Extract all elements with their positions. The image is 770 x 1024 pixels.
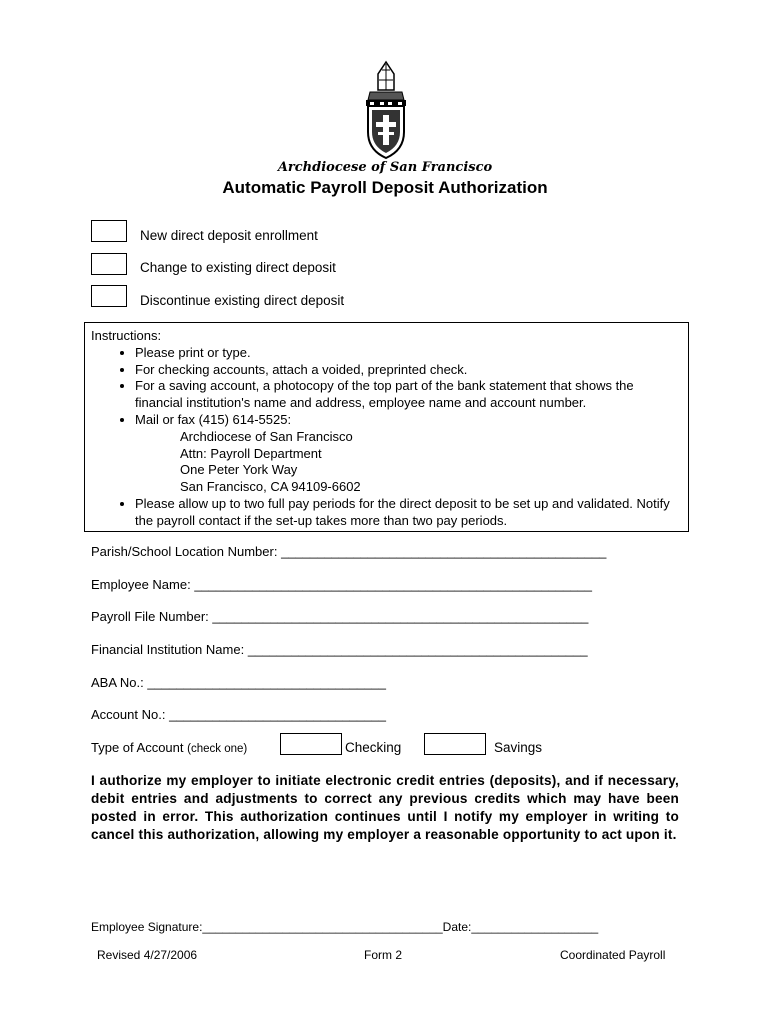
checking-checkbox[interactable] <box>280 733 342 755</box>
field-line: ____________________________________________________ <box>212 609 589 624</box>
field-label: Payroll File Number: <box>91 609 209 624</box>
address-line: Archdiocese of San Francisco <box>180 428 353 444</box>
field-line: ______________________________ <box>169 707 386 722</box>
instructions-list <box>91 345 682 530</box>
instruction-item: • Please print or type. <box>135 345 682 362</box>
instructions-heading: Instructions: <box>91 328 162 343</box>
account-type-hint: (check one) <box>187 743 248 755</box>
new-enrollment-label: New direct deposit enrollment <box>140 228 318 243</box>
address-line: San Francisco, CA 94109-6602 <box>180 479 361 495</box>
institution-name-field[interactable] <box>91 642 588 657</box>
change-deposit-label: Change to existing direct deposit <box>140 260 336 275</box>
new-enrollment-checkbox[interactable] <box>91 220 127 242</box>
instructions-box <box>84 322 689 532</box>
checking-label: Checking <box>345 740 402 755</box>
revised-date: Revised 4/27/2006 <box>97 948 198 962</box>
date-line: ___________________ <box>471 920 599 934</box>
discontinue-deposit-checkbox[interactable] <box>91 285 127 307</box>
form-title: Automatic Payroll Deposit Authorization <box>222 178 548 197</box>
field-label: Financial Institution Name: <box>91 642 245 657</box>
account-type-text: Type of Account <box>91 740 184 755</box>
account-type-label <box>91 740 247 755</box>
field-line: _____________________________________________ <box>281 544 607 559</box>
field-label: ABA No.: <box>91 675 144 690</box>
department-name: Coordinated Payroll <box>560 948 666 962</box>
location-number-field[interactable] <box>91 544 606 559</box>
signature-row[interactable] <box>91 920 598 934</box>
employee-name-field[interactable] <box>91 577 592 592</box>
mailing-address <box>135 429 682 496</box>
discontinue-deposit-label: Discontinue existing direct deposit <box>140 293 345 308</box>
archdiocese-crest-logo <box>360 60 412 160</box>
signature-line: ____________________________________ <box>202 920 443 934</box>
field-label: Employee Name: <box>91 577 191 592</box>
change-deposit-checkbox[interactable] <box>91 253 127 275</box>
form-number: Form 2 <box>364 948 403 962</box>
instruction-item <box>135 412 682 496</box>
account-number-field[interactable] <box>91 707 386 722</box>
field-line: _________________________________ <box>147 675 386 690</box>
date-label: Date: <box>442 920 472 934</box>
aba-number-field[interactable] <box>91 675 386 690</box>
instruction-item: • For a saving account, a photocopy of the top part of the bank statement that shows the financial institution's name and address, employee name and account number. <box>135 378 682 412</box>
address-line: Attn: Payroll Department <box>180 445 322 461</box>
organization-name: Archdiocese of San Francisco <box>277 160 493 175</box>
signature-label: Employee Signature: <box>91 920 203 934</box>
payroll-file-number-field[interactable] <box>91 609 588 624</box>
instruction-item: • Please allow up to two full pay periods for the direct deposit to be set up and validated. Notify the payroll contact if the set-up takes more than two pay periods. <box>135 496 682 530</box>
instruction-item: • For checking accounts, attach a voided, preprinted check. <box>135 362 682 379</box>
mail-fax-text: Mail or fax (415) 614-5525: <box>135 411 292 427</box>
field-label: Account No.: <box>91 707 166 722</box>
authorization-statement: I authorize my employer to initiate electronic credit entries (deposits), and if necessary, debit entries and adjustments to correct any previous credits which may have been posted in error. This authorization continues until I notify my employer in writing to cancel this authorization, allowing my employer a reasonable opportunity to act upon it. <box>91 773 679 842</box>
savings-checkbox[interactable] <box>424 733 486 755</box>
address-line: One Peter York Way <box>180 462 298 478</box>
savings-label: Savings <box>494 740 543 755</box>
field-line: _______________________________________________ <box>247 642 588 657</box>
field-label: Parish/School Location Number: <box>91 544 278 559</box>
field-line: _______________________________________________________ <box>194 577 592 592</box>
